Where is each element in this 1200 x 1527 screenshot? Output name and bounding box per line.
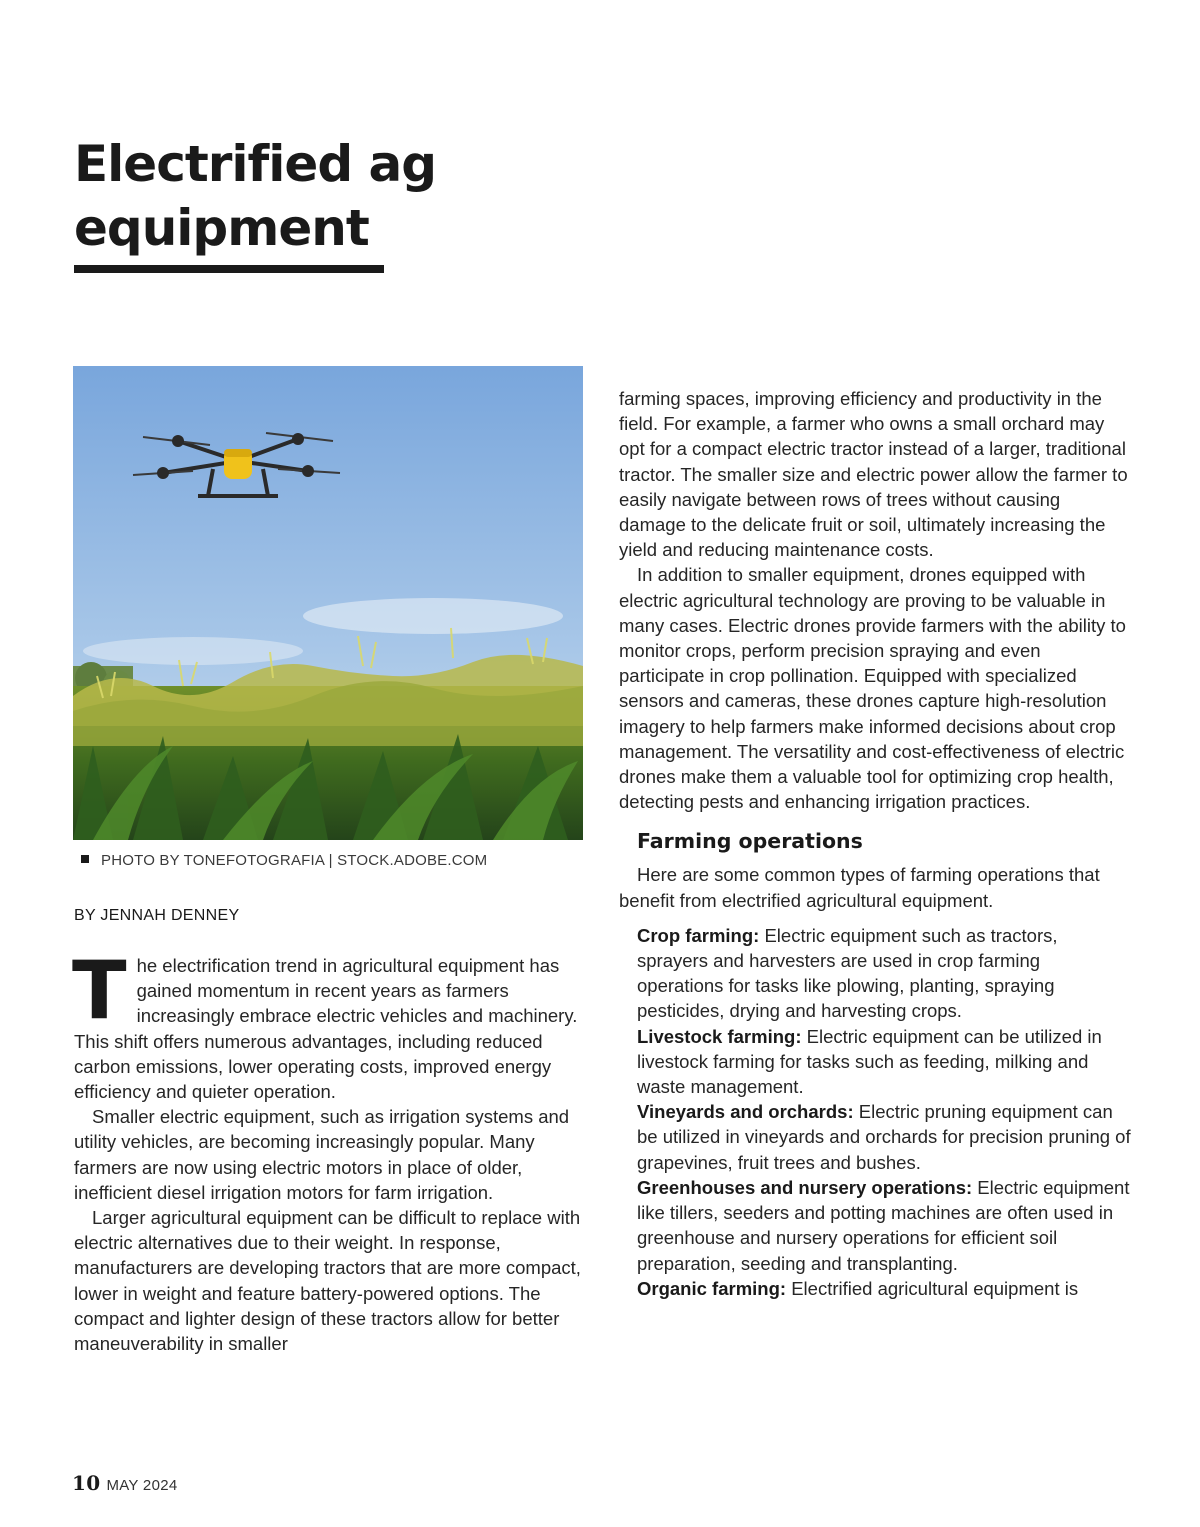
paragraph-3: Larger agricultural equipment can be difficult to replace with electric alternatives due to their weight. In response, manufacturers are developing tractors that are more compact, lower in weight and feature battery-powered options. The compact and lighter design of these tractors allow for better maneuverability in smaller [74,1207,581,1355]
list-item [637,1175,1131,1276]
list-item-term: Crop farming: [637,924,760,946]
list-item-text: Electric pruning equipment can be utilized in vineyards and orchards for precision pruning of grapevines, fruit trees and bushes. [637,1101,1131,1173]
list-item [637,1024,1131,1100]
list-item [637,1276,1131,1301]
paragraph-3-continued: farming spaces, improving efficiency and productivity in the field. For example, a farmer who owns a small orchard may opt for a compact electric tractor instead of a larger, traditional tractor. The smaller size and electric power allow the farmer to easily navigate between rows of trees without causing damage to the delicate fruit or soil, ultimately increasing the yield and reducing maintenance costs. [619,388,1128,561]
photo-credit: PHOTO BY TONEFOTOGRAFIA | STOCK.ADOBE.COM [101,852,488,869]
issue-date: MAY 2024 [106,1477,178,1494]
page-number: 10 [72,1471,101,1495]
paragraph-2: Smaller electric equipment, such as irrigation systems and utility vehicles, are becoming increasingly popular. Many farmers are now using electric motors in place of older, inefficient diesel irrigation motors for farm irrigation. [74,1106,570,1203]
paragraph-1 [72,944,584,1104]
section-intro: Here are some common types of farming operations that benefit from electrified agricultural equipment. [619,864,1100,911]
list-item-text: Electrified agricultural equipment is [786,1277,1079,1299]
list-item-text: Electric equipment such as tractors, sprayers and harvesters are used in crop farming operations for tasks like plowing, planting, spraying pesticides, drying and harvesting crops. [637,924,1058,1022]
list-item-term: Organic farming: [637,1277,787,1299]
photo-caption [81,851,581,871]
operations-list [619,923,1131,1301]
caption-bullet [81,855,89,863]
byline: BY JENNAH DENNEY [74,907,240,924]
title-line-1: Electrified ag [74,135,437,193]
list-item-text: Electric equipment like tillers, seeders and potting machines are often used in greenhouse and nursery operations for efficient soil preparation, seeding and transplanting. [637,1176,1130,1274]
right-column [619,386,1131,1301]
list-item-text: Electric equipment can be utilized in livestock farming for tasks such as feeding, milking and waste management. [637,1025,1102,1098]
drone-over-cornfield-photo [73,366,583,840]
drop-cap: T [72,944,127,1037]
left-column [72,944,584,1356]
list-item-term: Greenhouses and nursery operations: [637,1176,973,1198]
list-item-term: Livestock farming: [637,1025,802,1047]
section-heading: Farming operations [637,829,863,854]
list-item-term: Vineyards and orchards: [637,1101,854,1123]
list-item [637,1099,1131,1175]
title-underline [74,265,384,273]
paragraph-4: In addition to smaller equipment, drones equipped with electric agricultural technology are proving to be valuable in many cases. Electric drones provide farmers with the ability to monitor crops, perform precision spraying and even participate in crop pollination. Equipped with specialized sensors and cameras, these drones capture high-resolution imagery to help farmers make informed decisions about crop management. The versatility and cost-effectiveness of electric drones make them a valuable tool for optimizing crop health, detecting pests and enhancing irrigation practices. [619,564,1126,813]
list-item [637,923,1131,1024]
article-title [74,132,436,260]
title-line-2: equipment [74,199,369,257]
page-footer [72,1470,178,1499]
paragraph-1-text: he electrification trend in agricultural equipment has gained momentum in recent years as farmers increasingly embrace electric vehicles and machinery. This shift offers numerous advantages, including reduced carbon emissions, lower operating costs, improved energy efficiency and quieter operation. [74,955,578,1103]
